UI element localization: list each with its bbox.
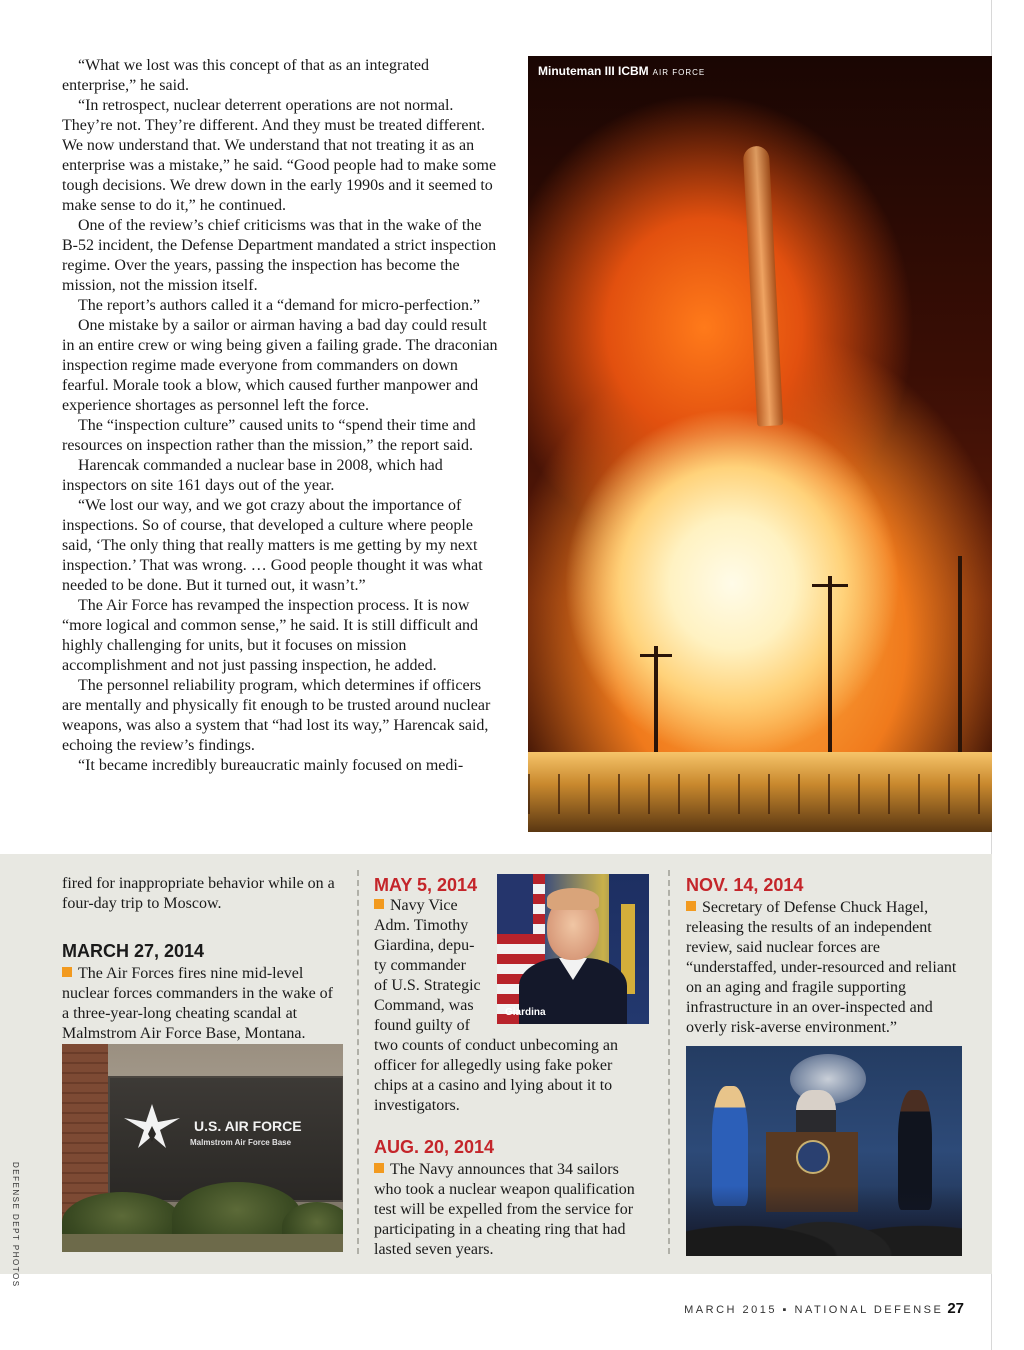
timeline-entry	[62, 964, 342, 1044]
timeline-entry-line: of U.S. Strategic	[374, 977, 481, 994]
continued-entry-text: fired for inappropriate behavior while on a four-day trip to Moscow.	[62, 875, 335, 912]
article-paragraph: “What we lost was this concept of that as an integrated enterprise,” he said.	[62, 57, 429, 94]
timeline-date: NOV. 14, 2014	[686, 875, 804, 895]
missile-shape	[743, 146, 784, 427]
photo-caption-title: Minuteman III ICBM	[538, 64, 649, 78]
article-paragraph: “We lost our way, and we got crazy about the importance of inspections. So of course, that developed a culture where people said, ‘The only thing that really matters is me getting by my next inspection.’ That was wrong. … Good people thought it was what needed to be done. But it turned out, it wasn’t.”	[62, 497, 483, 594]
timeline-divider	[357, 870, 359, 1254]
missile-launch-photo	[528, 56, 992, 832]
bullet-square-icon	[374, 899, 384, 909]
timeline-column-3	[686, 874, 962, 1038]
timeline-entry-wrapped	[374, 896, 496, 1036]
timeline-entry-text: Secretary of Defense Chuck Hagel, releasing the results of an independent review, said nuclear forces are “understaffed, under-resourced and reliant on an aging and fragile supporting infrastructure in an over-inspected and overly risk-averse environment.”	[686, 899, 957, 1036]
page-footer	[684, 1300, 964, 1317]
bullet-square-icon	[686, 901, 696, 911]
podium-seal	[796, 1140, 830, 1174]
air-force-sign-photo	[62, 1044, 343, 1252]
timeline-entry-text: The Navy announces that 34 sailors who took a nuclear weapon qualification test will be expelled from the service for participating in a cheating ring that had lasted seven years.	[374, 1161, 635, 1258]
article-paragraph: “It became incredibly bureaucratic mainly focused on medi-	[78, 757, 464, 774]
article-paragraph: The Air Force has revamped the inspection process. It is now “more logical and common sense,” he said. It is still difficult and highly challenging for units, but it focuses on mission accomplishment and not just passing inspection, he added.	[62, 597, 479, 674]
timeline-entry-line: Command, was	[374, 997, 474, 1014]
flag-canton	[497, 874, 533, 934]
bullet-square-icon	[374, 1163, 384, 1173]
article-paragraph: One of the review’s chief criticisms was that in the wake of the B-52 incident, the Defense Department mandated a strict inspection regime. Over the years, passing the inspection has become the mission, not the mission itself.	[62, 217, 497, 294]
photo-caption	[538, 64, 705, 78]
timeline-entry	[374, 1160, 649, 1260]
timeline-date: MARCH 27, 2014	[62, 941, 205, 961]
article-paragraph: The “inspection culture” caused units to “spend their time and resources on inspection rather than the mission,” the report said.	[62, 417, 476, 454]
footer-text: MARCH 2015 ▪ NATIONAL DEFENSE	[684, 1304, 944, 1316]
timeline-divider	[668, 870, 670, 1254]
timeline-column-1	[62, 874, 342, 1044]
giardina-portrait	[497, 874, 649, 1024]
timeline-entry-line: Giardina, depu-	[374, 937, 475, 954]
timeline-date: AUG. 20, 2014	[374, 1137, 495, 1157]
article-body	[62, 56, 498, 776]
press-conference-photo	[686, 1046, 962, 1256]
lawn	[62, 1234, 343, 1252]
timeline-date: MAY 5, 2014	[374, 875, 478, 895]
air-force-wings-icon	[122, 1096, 182, 1156]
article-paragraph: Harencak commanded a nuclear base in 2008, which had inspectors on site 161 days out of the year.	[62, 457, 443, 494]
photo-credit: AIR FORCE	[652, 68, 706, 77]
portrait-label: Giardina	[505, 1007, 546, 1018]
article-paragraph: “In retrospect, nuclear deterrent operations are not normal. They’re not. They’re different. And they must be treated different. We now understand that. We understand that not treating it as an enterprise was a mistake,” he said. “Good people had to make some tough decisions. We drew down in the early 1990s and it seemed to make sense to do it,” he continued.	[62, 97, 497, 214]
pole-crossbar	[640, 654, 672, 657]
side-photo-credit: DEFENSE DEPT PHOTOS	[11, 1162, 20, 1288]
timeline-entry-line: Navy Vice	[374, 896, 496, 916]
bullet-square-icon	[62, 967, 72, 977]
hair	[547, 888, 599, 910]
page-number: 27	[947, 1300, 964, 1317]
article-paragraph: The personnel reliability program, which determines if officers are mentally and physically fit enough to be trusted around nuclear weapons, was also a system that “had lost its way,” Harencak said, echoing the review’s findings.	[62, 677, 491, 754]
sign-subtitle: Malmstrom Air Force Base	[190, 1138, 292, 1147]
audience	[686, 1186, 962, 1256]
article-paragraph: The report’s authors called it a “demand for micro-perfection.”	[78, 297, 481, 314]
timeline-entry-text: The Air Forces fires nine mid-level nuclear forces commanders in the wake of a three-year-long cheating scandal at Malmstrom Air Force Base, Montana.	[62, 965, 333, 1042]
timeline-entry-line: Adm. Timothy	[374, 917, 469, 934]
timeline-entry-line: ty commander	[374, 957, 466, 974]
fence	[528, 774, 992, 814]
timeline-entry-line: found guilty of	[374, 1017, 470, 1034]
article-paragraph: One mistake by a sailor or airman having a bad day could result in an entire crew or wing being given a failing grade. The draconian inspection regime made everyone from commanders on down fearful. Morale took a blow, which caused further manpower and experience shortages as personnel left the force.	[62, 317, 498, 414]
timeline-entry-text: two counts of conduct unbecoming an officer for allegedly using fake poker chips at a casino and lying about it to investigators.	[374, 1037, 618, 1114]
pole-crossbar	[812, 584, 848, 587]
sign-title: U.S. AIR FORCE	[194, 1118, 302, 1134]
timeline-entry	[686, 898, 962, 1038]
